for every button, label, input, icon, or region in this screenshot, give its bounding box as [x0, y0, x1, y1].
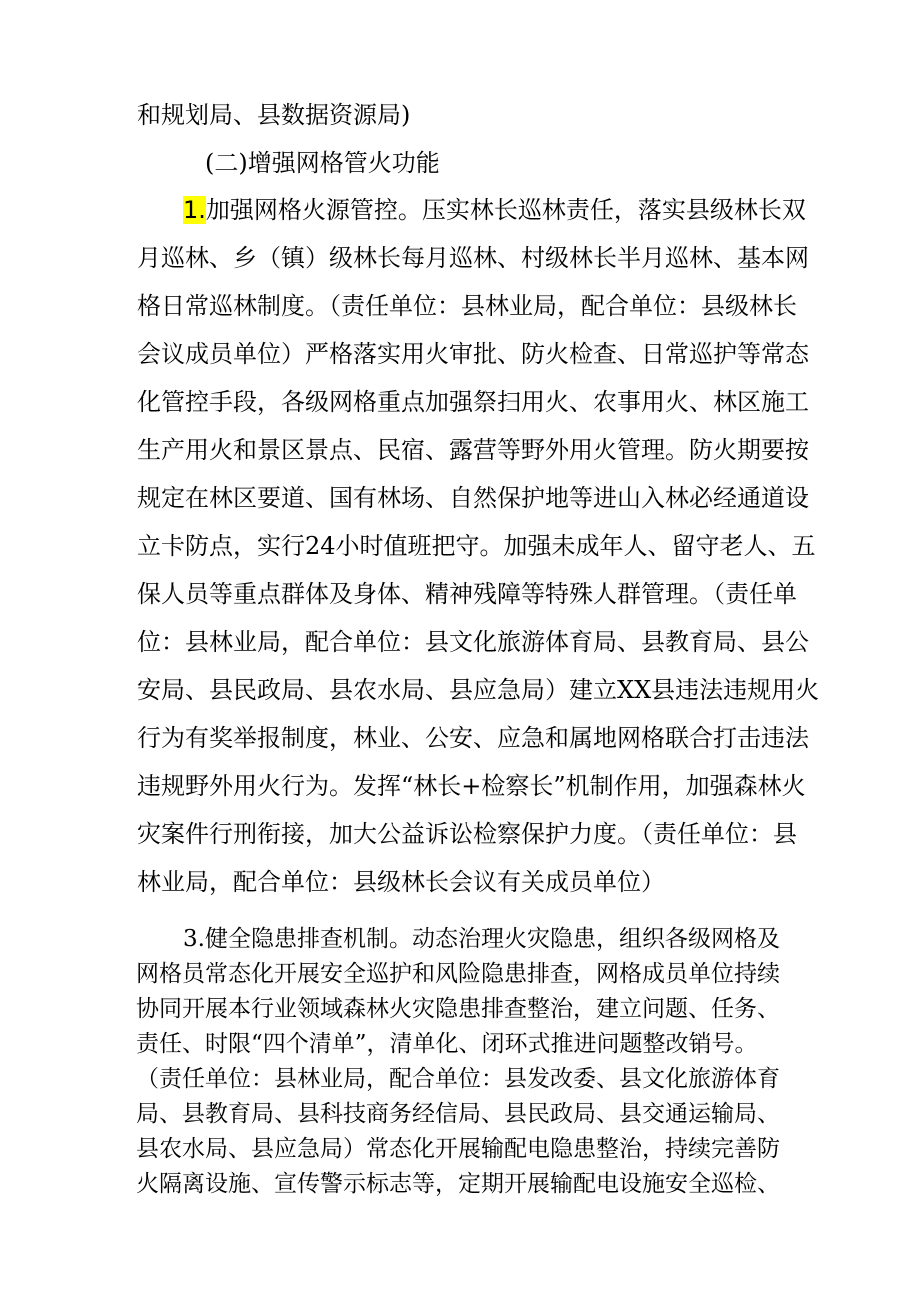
paragraph-line: 立卡防点，实行24小时值班把守。加强未成年人、留守老人、五 [137, 532, 816, 560]
paragraph-line: （责任单位：县林业局，配合单位：县发改委、县文化旅游体育 [136, 1066, 780, 1092]
paragraph-line: 火隔离设施、宣传警示标志等，定期开展输配电设施安全巡检、 [136, 1171, 780, 1197]
paragraph-line: 责任、时限“四个清单”，清单化、闭环式推进问题整改销号。 [136, 1031, 758, 1057]
paragraph-line-text: 加强网格火源管控。压实林长巡林责任，落实县级林长双 [205, 196, 806, 224]
paragraph-line: 安局、县民政局、县农水局、县应急局）建立XX县违法违规用火 [137, 676, 820, 704]
paragraph-line: 月巡林、乡（镇）级林长每月巡林、村级林长半月巡林、基本网 [137, 244, 809, 272]
paragraph-line: 协同开展本行业领域森林火灾隐患排查整治，建立问题、任务、 [136, 996, 780, 1022]
paragraph-line: 规定在林区要道、国有林场、自然保护地等进山入林必经通道设 [137, 484, 809, 512]
paragraph-line [183, 195, 806, 225]
paragraph-line: 保人员等重点群体及身体、精神残障等特殊人群管理。（责任单 [137, 580, 797, 608]
paragraph-line: 会议成员单位）严格落实用火审批、防火检查、日常巡护等常态 [137, 340, 809, 368]
paragraph-line: 县农水局、县应急局）常态化开展输配电隐患整治，持续完善防 [136, 1136, 780, 1162]
paragraph-line: 生产用火和景区景点、民宿、露营等野外用火管理。防火期要按 [137, 436, 809, 464]
continuation-line: 和规划局、县数据资源局) [137, 101, 411, 129]
paragraph-line: 化管控手段，各级网格重点加强祭扫用火、农事用火、林区施工 [137, 388, 809, 416]
paragraph-line: 3.健全隐患排查机制。动态治理火灾隐患，组织各级网格及 [183, 926, 780, 952]
paragraph-line: 格日常巡林制度。（责任单位：县林业局，配合单位：县级林长 [137, 292, 797, 320]
paragraph-line: 行为有奖举报制度，林业、公安、应急和属地网格联合打击违法 [137, 724, 809, 752]
paragraph-line: 位：县林业局，配合单位：县文化旅游体育局、县教育局、县公 [137, 628, 809, 656]
paragraph-line: 违规野外用火行为。发挥“林长+检察长”机制作用，加强森林火 [137, 772, 806, 800]
paragraph-line: 灾案件行刑衔接，加大公益诉讼检察保护力度。（责任单位：县 [137, 820, 797, 848]
paragraph-line: 林业局，配合单位：县级林长会议有关成员单位） [137, 868, 665, 896]
paragraph-line: 局、县教育局、县科技商务经信局、县民政局、县交通运输局、 [136, 1101, 780, 1127]
highlighted-item-number: 1. [183, 196, 206, 224]
paragraph-line: 网格员常态化开展安全巡护和风险隐患排查，网格成员单位持续 [136, 961, 780, 987]
section-heading: (二)增强网格管火功能 [205, 149, 440, 177]
